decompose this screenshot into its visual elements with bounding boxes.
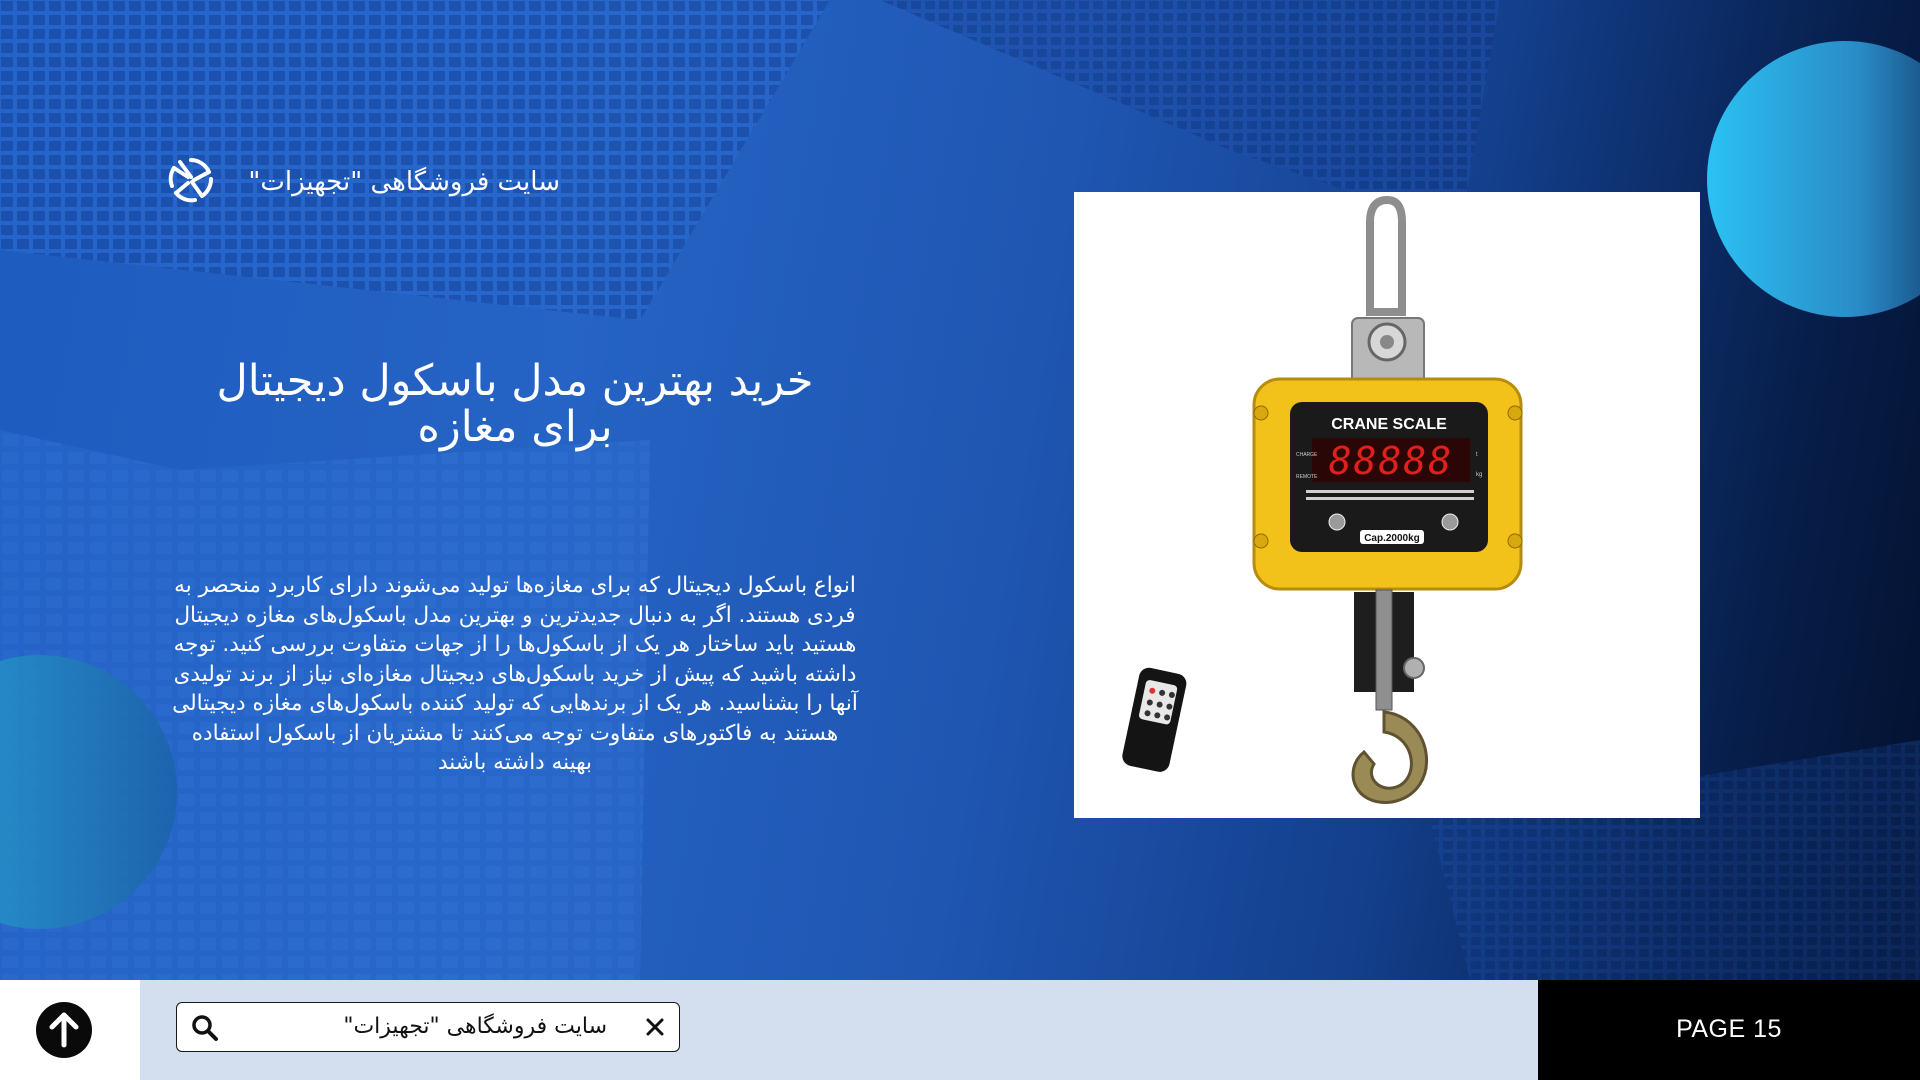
tonne-unit-label: t [1476,452,1478,458]
kg-unit-label: kg [1476,472,1483,478]
scroll-up-button[interactable] [36,1002,92,1058]
search-query-text[interactable]: سایت فروشگاهی "تجهیزات" [343,1014,607,1039]
charge-label: CHARGE [1296,452,1318,458]
slide-title: خرید بهترین مدل باسکول دیجیتال برای مغازه [216,356,814,452]
close-icon[interactable] [641,1013,669,1041]
remote-label: REMOTE [1296,474,1318,480]
capacity-label: Cap.2000kg [1364,533,1420,544]
led-digits: 88888 [1328,439,1454,483]
brand-name: سایت فروشگاهی "تجهیزات" [248,167,560,197]
bottom-bar [0,980,1920,1080]
page-indicator [1538,980,1920,1080]
search-icon[interactable] [191,1014,219,1042]
arrow-up-icon [36,1002,92,1058]
up-button-cell [0,980,140,1080]
scale-display-label: CRANE SCALE [1331,416,1447,433]
search-strip [140,980,1538,1080]
page-number-label: PAGE 15 [1676,1015,1782,1043]
aperture-logo-icon [166,155,216,205]
crane-scale-photo [1074,192,1700,818]
slide-body-text: انواع باسکول دیجیتال که برای مغازه‌ها تولید می‌شوند دارای کاربرد منحصر به فردی هستند. اگر به دنبال جدیدترین و بهترین مدل باسکول‌های مغازه دیجیتال هستید باید ساختار هر یک از باسکول‌ها را از جهات متفاوت بررسی کنید. توجه داشته باشید که پیش از خرید باسکول‌های دیجیتال مغازه‌ای نیاز از برند تولیدی آنها را بشناسید. هر یک از برندهایی که تولید کننده باسکول‌های مغازه دیجیتالی هستند به فاکتورهای متفاوت توجه می‌کنند تا مشتریان از باسکول استفاده بهینه داشته باشند [172,573,858,775]
search-input[interactable] [176,1002,680,1052]
